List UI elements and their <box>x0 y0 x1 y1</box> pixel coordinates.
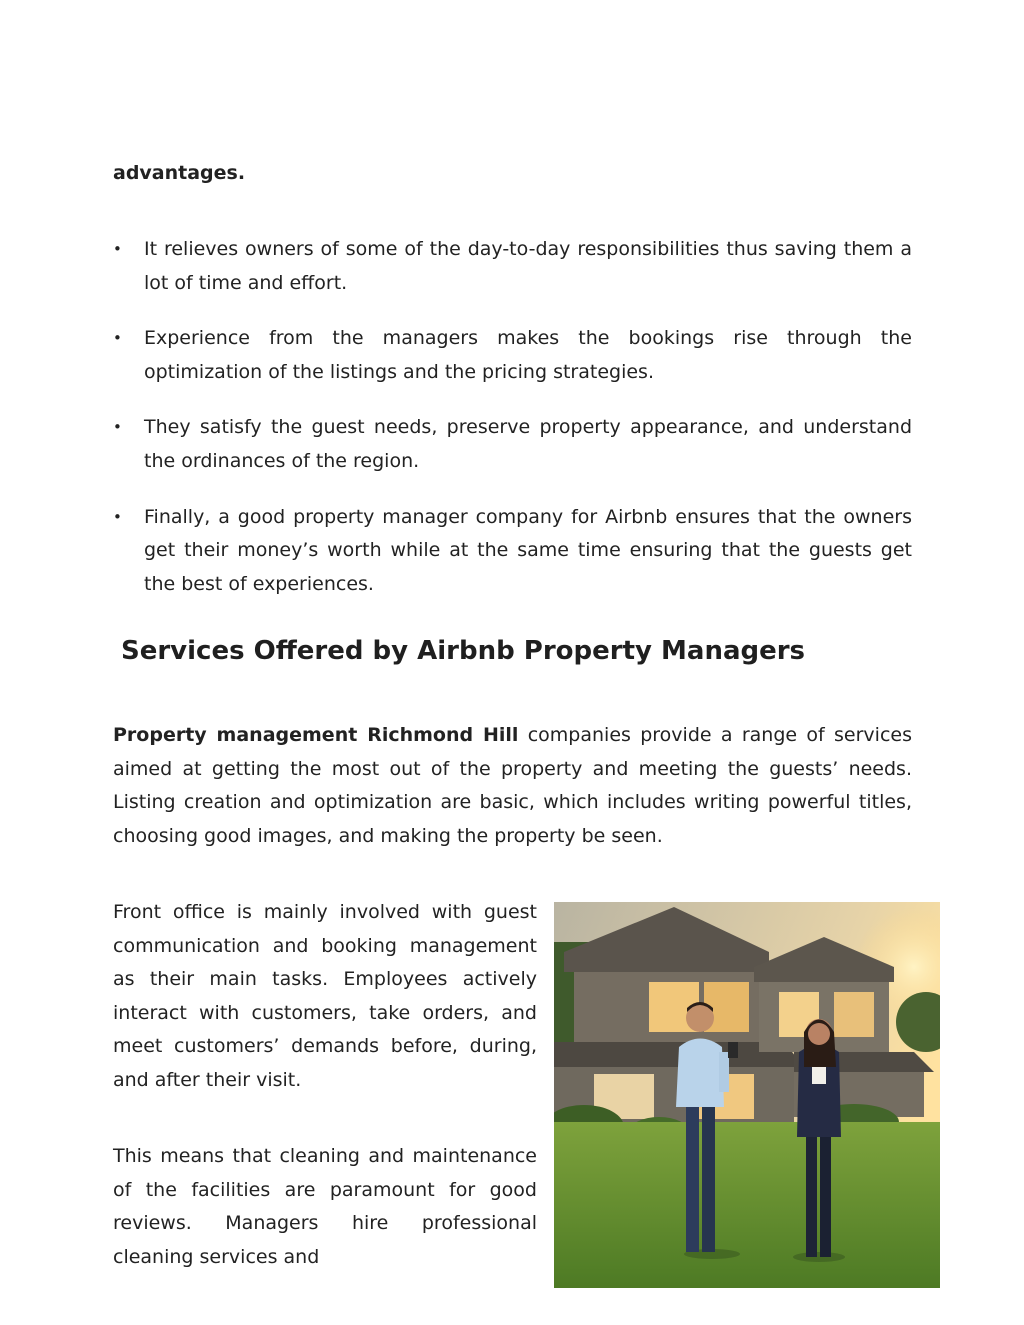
intro-text: companies provide a range of services aimed at getting the most out of the property and meeting the guests’ needs. Listing creation and optimization are basic, which includes writing powerful titles, choosing good images, and making the property be seen. <box>113 724 912 847</box>
property-managers-photo <box>554 902 940 1288</box>
list-item-text: They satisfy the guest needs, preserve property appearance, and understand the ordinances of the region. <box>144 416 912 472</box>
list-item <box>113 411 912 478</box>
list-item <box>113 322 912 389</box>
house-window <box>834 992 874 1037</box>
list-item-text: It relieves owners of some of the day-to-day responsibilities thus saving them a lot of time and effort. <box>144 238 912 294</box>
cleaning-paragraph: This means that cleaning and maintenance of the facilities are paramount for good reviews. Managers hire professional cleaning services and <box>113 1145 537 1268</box>
list-item <box>113 233 912 300</box>
list-item-text: Experience from the managers makes the bookings rise through the optimization of the listings and the pricing strategies. <box>144 327 912 383</box>
bullet-icon: • <box>113 418 122 437</box>
list-item <box>113 501 912 602</box>
lawn <box>554 1122 940 1288</box>
front-office-paragraph: Front office is mainly involved with guest communication and booking management as their main tasks. Employees actively interact with customers, take orders, and meet customers’ demands before, during, and after their visit. <box>113 901 537 1091</box>
intro-bold-lead: Property management Richmond Hill <box>113 724 519 746</box>
bullet-icon: • <box>113 507 122 526</box>
bullet-icon: • <box>113 329 122 348</box>
bullet-icon: • <box>113 240 122 258</box>
section-title: Services Offered by Airbnb Property Managers <box>121 636 806 666</box>
advantages-list <box>113 233 912 623</box>
photo-illustration <box>554 902 940 1288</box>
list-item-text: Finally, a good property manager company for Airbnb ensures that the owners get their money’s worth while at the same time ensuring that the guests get the best of experiences. <box>144 505 912 595</box>
intro-paragraph <box>113 719 912 853</box>
lead-heading: advantages. <box>113 162 246 184</box>
